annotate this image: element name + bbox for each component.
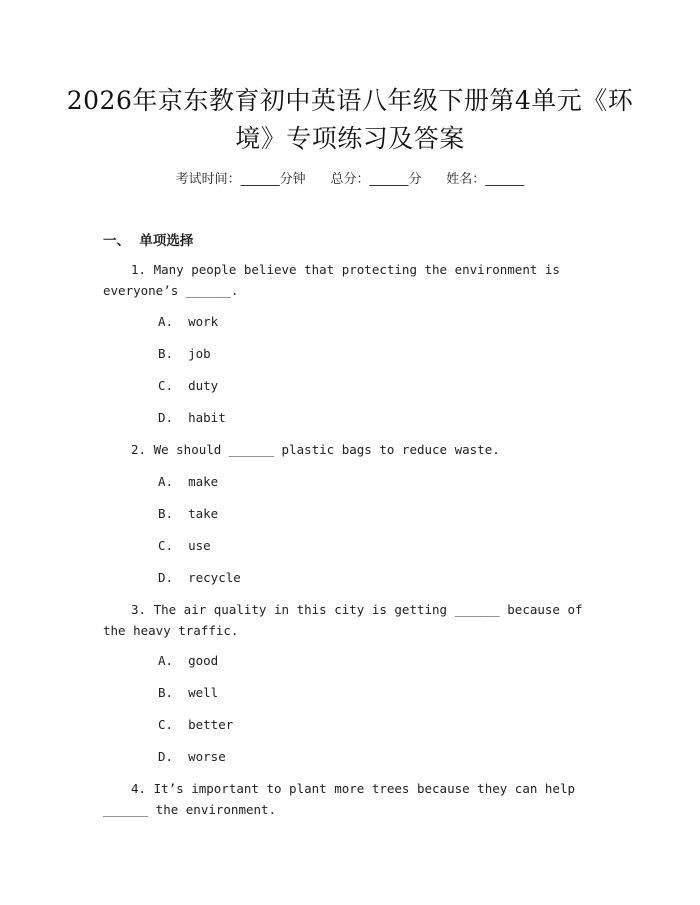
exam-total-score: 总分：______分 bbox=[330, 172, 422, 187]
question-2-text: 2. We should ______ plastic bags to reduce waste. bbox=[131, 442, 500, 457]
question-1-option-c: C. duty bbox=[158, 378, 219, 393]
question-3-option-d: D. worse bbox=[158, 749, 226, 764]
section-heading: 一、 单项选择 bbox=[103, 233, 194, 249]
question-3-option-a: A. good bbox=[158, 653, 219, 668]
question-2-option-d: D. recycle bbox=[158, 570, 241, 585]
exam-time: 考试时间：______分钟 bbox=[175, 172, 306, 187]
question-3-option-b: B. well bbox=[158, 685, 219, 700]
question-1-option-b: B. job bbox=[158, 346, 211, 361]
question-1-option-a: A. work bbox=[158, 314, 219, 329]
question-2-option-b: B. take bbox=[158, 506, 219, 521]
exam-name: 姓名：______ bbox=[446, 172, 525, 187]
exam-info bbox=[0, 168, 700, 187]
question-2-option-c: C. use bbox=[158, 538, 211, 553]
question-1-text: 1. Many people believe that protecting the environment is everyone’s ______. bbox=[103, 262, 560, 298]
document-title: 2026年京东教育初中英语八年级下册第4单元《环境》专项练习及答案 bbox=[66, 86, 634, 153]
question-1-option-d: D. habit bbox=[158, 410, 226, 425]
question-3-text: 3. The air quality in this city is getting ______ because of the heavy traffic. bbox=[103, 602, 583, 638]
question-2-option-a: A. make bbox=[158, 474, 219, 489]
question-4-text: 4. It’s important to plant more trees because they can help ______ the environment. bbox=[103, 781, 576, 817]
question-3-option-c: C. better bbox=[158, 717, 234, 732]
